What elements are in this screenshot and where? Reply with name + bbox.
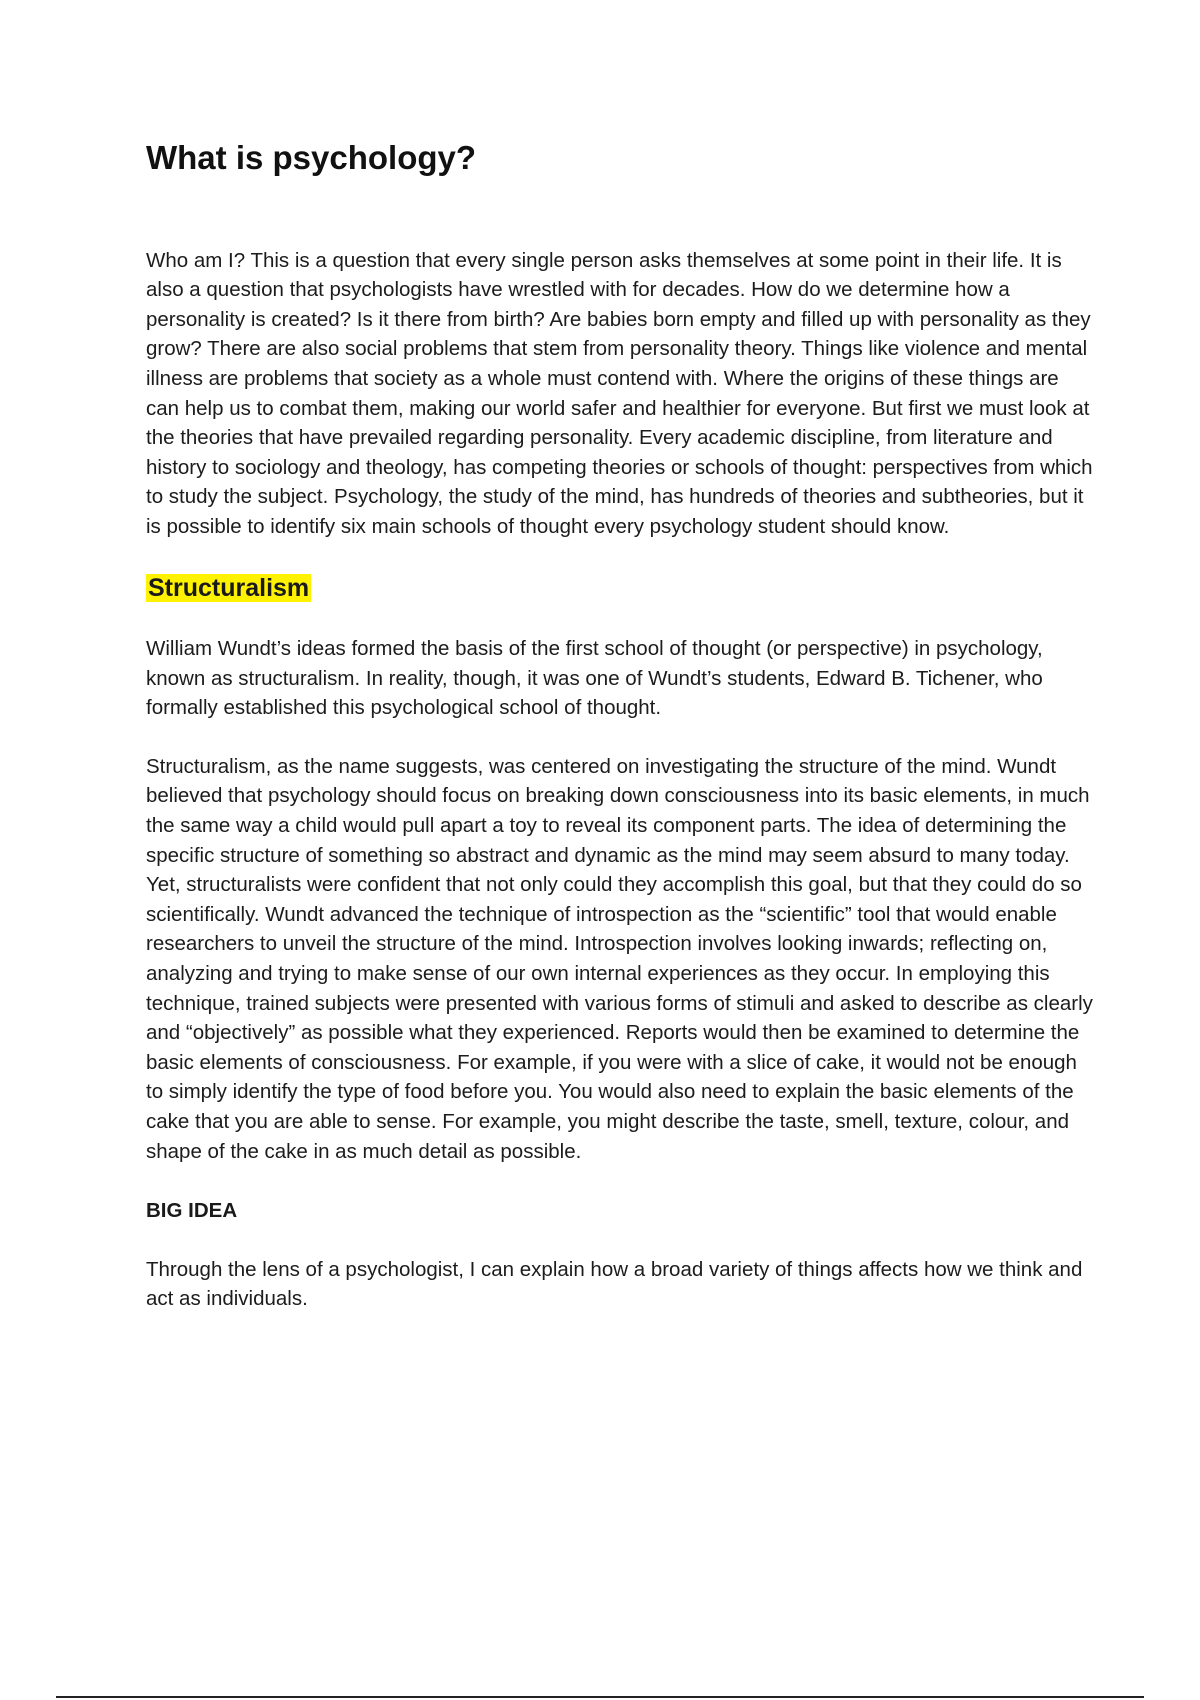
structuralism-paragraph: Structuralism, as the name suggests, was centered on investigating the structure of the mind. Wundt believed that psychology should focus on breaking down consciousness into its basic elements, in much the same way a child would pull apart a toy to reveal its component parts. The idea of determining the specific structure of something so abstract and dynamic as the mind may seem absurd to many today. Yet, structuralists were confident that not only could they accomplish this goal, but that they could do so scientifically. Wundt advanced the technique of introspection as the “scientific” tool that would enable researchers to unveil the structure of the mind. Introspection involves looking inwards; reflecting on, analyzing and trying to make sense of our own internal experiences as they occur. In employing this technique, trained subjects were presented with various forms of stimuli and asked to describe as clearly and “objectively” as possible what they experienced. Reports would then be examined to determine the basic elements of consciousness. For example, if you were with a slice of cake, it would not be enough to simply identify the type of food before you. You would also need to explain the basic elements of the cake that you are able to sense. For example, you might describe the taste, smell, texture, colour, and shape of the cake in as much detail as possible. [146, 754, 1093, 1163]
big-idea-label: BIG IDEA [146, 1199, 238, 1223]
document-page [146, 138, 1096, 1314]
intro-paragraph: Who am I? This is a question that every single person asks themselves at some point in their life. It is also a question that psychologists have wrestled with for decades. How do we determine how a personality is created? Is it there from birth? Are babies born empty and filled up with personality as they grow? There are also social problems that stem from personality theory. Things like violence and mental illness are problems that society as a whole must contend with. Where the origins of these things are can help us to combat them, making our world safer and healthier for everyone. But first we must look at the theories that have prevailed regarding personality. Every academic discipline, from literature and history to sociology and theology, has competing theories or schools of thought: perspectives from which to study the subject. Psychology, the study of the mind, has hundreds of theories and subtheories, but it is possible to identify six main schools of thought every psychology student should know. [146, 248, 1093, 538]
big-idea-paragraph: Through the lens of a psychologist, I can explain how a broad variety of things affects how we think and act as individuals. [146, 1257, 1083, 1311]
section-heading [146, 572, 1096, 605]
page-title: What is psychology? [146, 139, 477, 176]
section-heading-highlight: Structuralism [148, 573, 310, 602]
footer-divider [56, 1696, 1144, 1698]
wundt-paragraph: William Wundt’s ideas formed the basis of the first school of thought (or perspective) in psychology, known as structuralism. In reality, though, it was one of Wundt’s students, Edward B. Tichener, who formally established this psychological school of thought. [146, 637, 1043, 720]
